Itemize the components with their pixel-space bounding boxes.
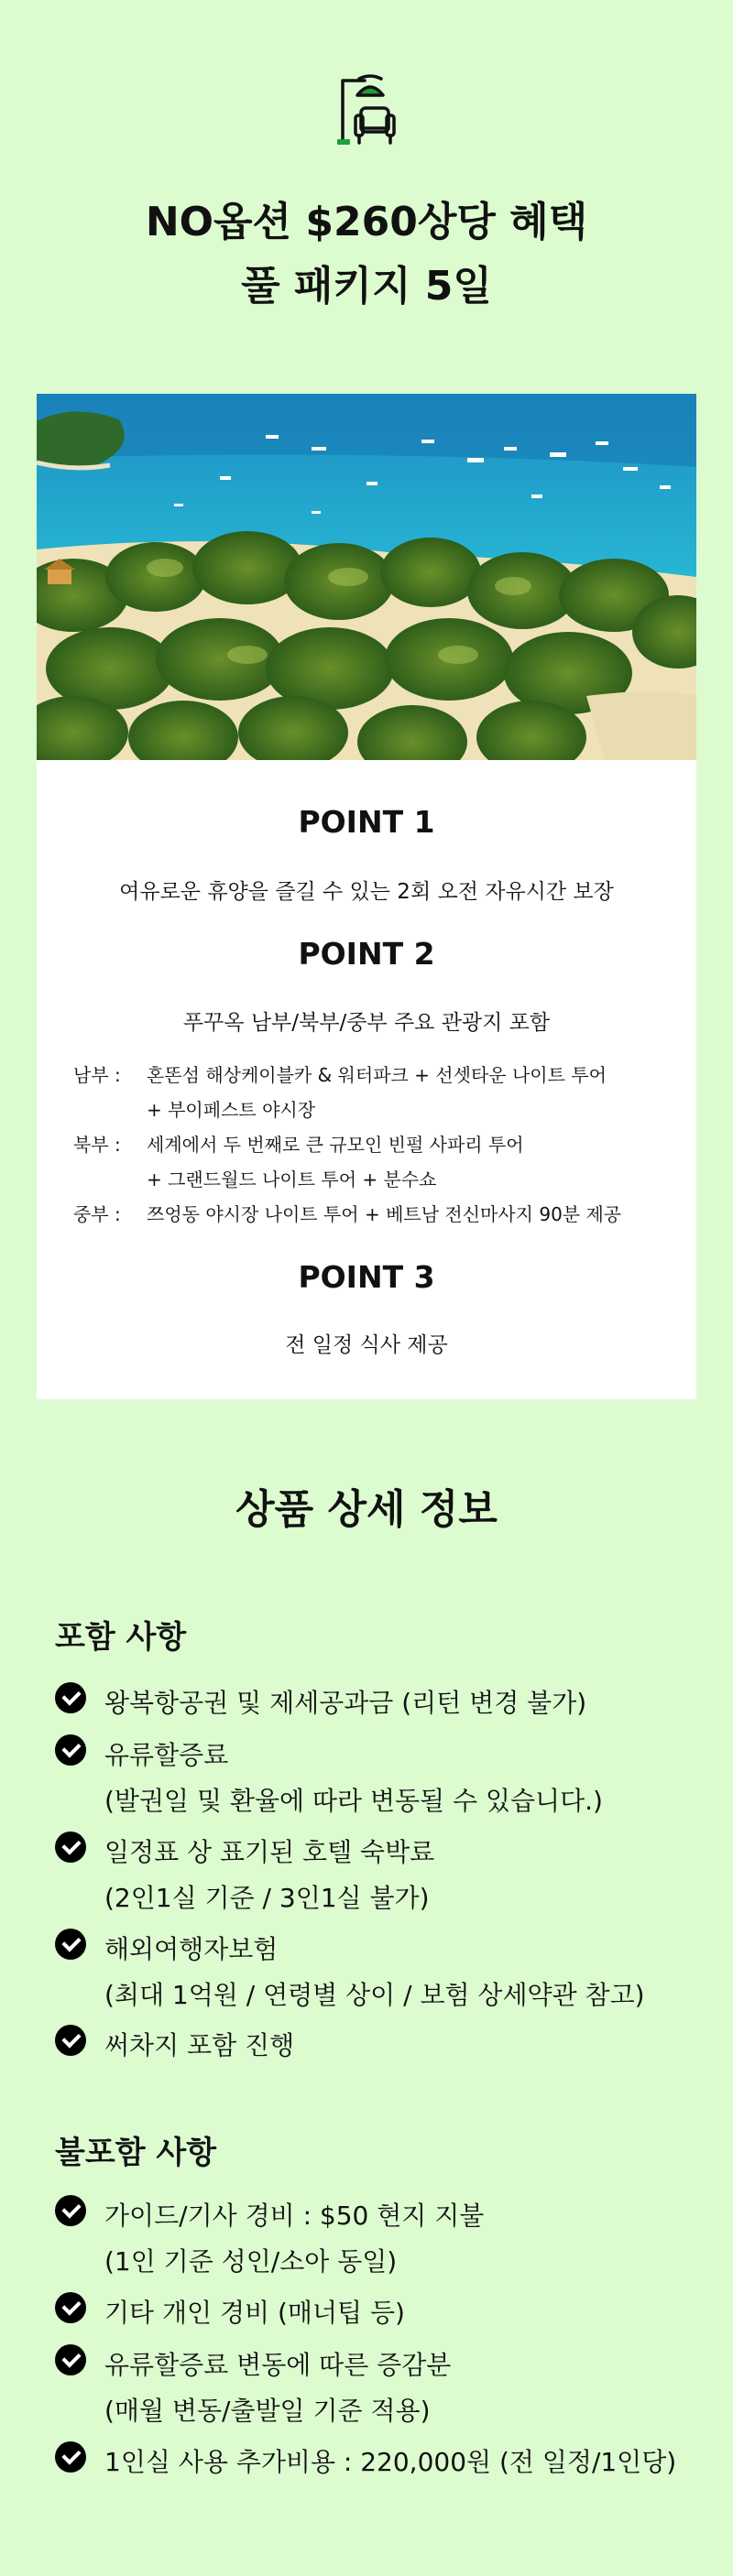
route-central [73, 1197, 678, 1232]
excluded-title: 불포함 사항 [55, 2135, 217, 2171]
point-1-text: 여유로운 휴양을 즐길 수 있는 2회 오전 자유시간 보장 [119, 880, 614, 904]
item-subtext: (최대 1억원 / 연령별 상이 / 보험 상세약관 참고) [104, 1980, 645, 2010]
item-subtext: (발권일 및 환율에 따라 변동될 수 있습니다.) [104, 1786, 603, 1816]
point-3-text: 전 일정 식사 제공 [285, 1333, 448, 1357]
point-1-title: POINT 1 [298, 804, 435, 840]
item-text: 가이드/기사 경비 : $50 현지 지불 [104, 2201, 485, 2231]
list-item [55, 1830, 434, 1921]
check-circle-icon [55, 2441, 86, 2473]
item-text: 유류할증료 변동에 따른 증감분 [104, 2350, 452, 2380]
list-item [55, 1927, 645, 2018]
item-text: 써차지 포함 진행 [104, 2030, 295, 2060]
route-north-line-1: 세계에서 두 번째로 큰 규모인 빈펄 사파리 투어 [147, 1134, 524, 1156]
check-circle-icon [55, 1929, 86, 1960]
item-subtext: (매월 변동/출발일 기준 적용) [104, 2396, 431, 2426]
item-text: 유류할증료 [104, 1740, 229, 1770]
route-north-label: 북부 : [73, 1134, 121, 1156]
lamp-armchair-icon [334, 73, 401, 147]
list-item [55, 2023, 294, 2069]
item-text: 왕복항공권 및 제세공과금 (리턴 변경 불가) [104, 1688, 587, 1718]
check-circle-icon [55, 2292, 86, 2323]
list-item [55, 2290, 405, 2336]
route-north-line-2: + 그랜드월드 나이트 투어 + 분수쇼 [147, 1168, 437, 1190]
route-south-line-1: 혼똔섬 해상케이블카 & 워터파크 + 선셋타운 나이트 투어 [147, 1064, 607, 1086]
check-circle-icon [55, 2344, 86, 2375]
item-subtext: (1인 기준 성인/소아 동일) [104, 2246, 398, 2277]
item-text: 기타 개인 경비 (매너팁 등) [104, 2298, 405, 2328]
check-circle-icon [55, 2195, 86, 2226]
list-item [55, 1733, 603, 1824]
headline-line-2: 풀 패키지 5일 [241, 263, 492, 310]
point-2-title: POINT 2 [298, 936, 435, 972]
details-title: 상품 상세 정보 [235, 1486, 498, 1533]
headline-line-1: NO옵션 $260상당 혜택 [145, 199, 588, 245]
item-text: 일정표 상 표기된 호텔 숙박료 [104, 1837, 435, 1867]
check-circle-icon [55, 1682, 86, 1713]
item-text: 1인실 사용 추가비용 : 220,000원 (전 일정/1인당) [104, 2447, 677, 2477]
route-central-label: 중부 : [73, 1203, 121, 1225]
route-south-label: 남부 : [73, 1064, 121, 1086]
list-item [55, 2193, 484, 2285]
route-north [73, 1127, 678, 1162]
check-circle-icon [55, 2025, 86, 2056]
route-south [73, 1058, 678, 1092]
route-south-line-2: + 부이페스트 야시장 [147, 1099, 316, 1121]
list-item [55, 1680, 586, 1726]
item-text: 해외여행자보험 [104, 1934, 279, 1964]
headline [0, 190, 733, 319]
point-2-text: 푸꾸옥 남부/북부/중부 주요 관광지 포함 [182, 1011, 551, 1035]
check-circle-icon [55, 1734, 86, 1766]
points-card [37, 394, 696, 1399]
list-item [55, 2342, 451, 2434]
item-subtext: (2인1실 기준 / 3인1실 불가) [104, 1883, 430, 1913]
included-title: 포함 사항 [55, 1619, 187, 1656]
point-3-title: POINT 3 [298, 1259, 435, 1295]
route-central-line-1: 쯔엉동 야시장 나이트 투어 + 베트남 전신마사지 90분 제공 [147, 1203, 622, 1225]
route-details [73, 1058, 678, 1232]
beach-hero-image [37, 394, 696, 760]
check-circle-icon [55, 1831, 86, 1863]
list-item [55, 2440, 676, 2485]
